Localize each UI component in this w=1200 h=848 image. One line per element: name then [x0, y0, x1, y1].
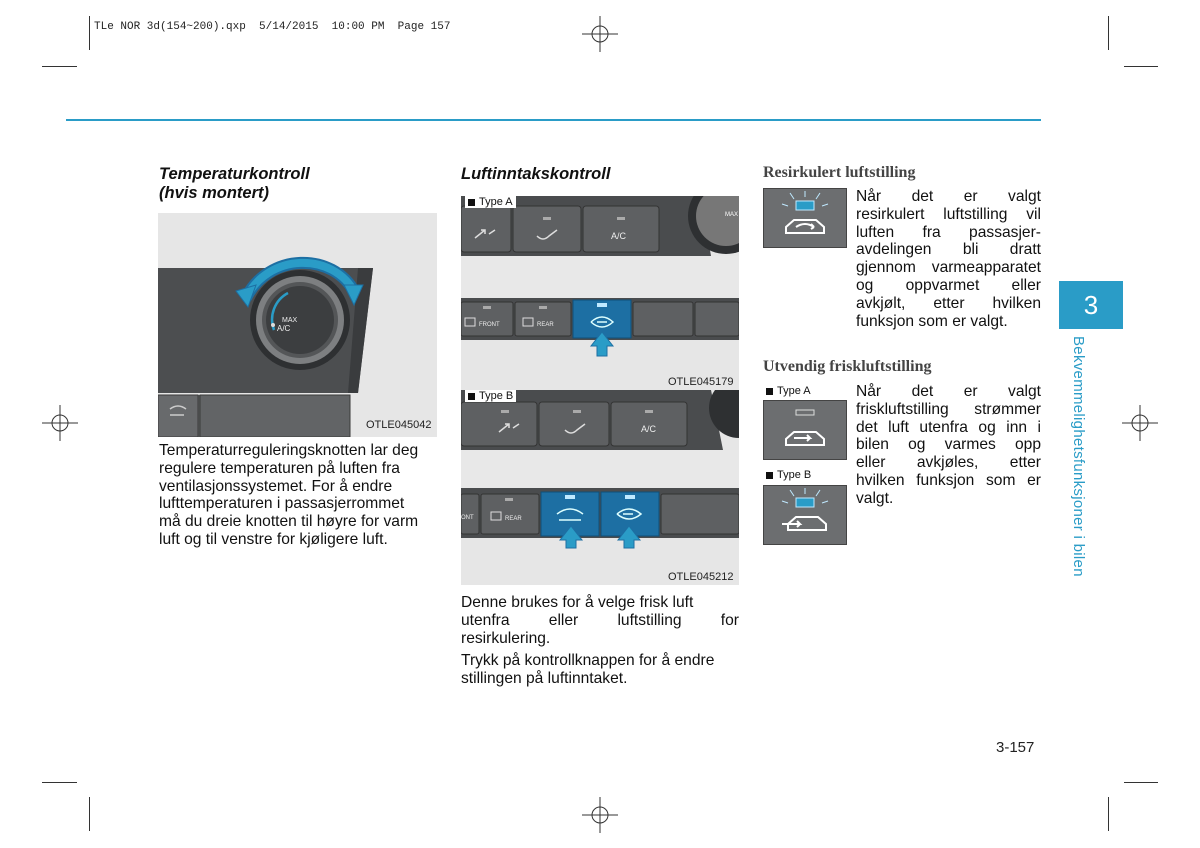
air-intake-type-b-image: [461, 390, 739, 585]
temperature-body: Temperaturreguleringsknotten lar deg regulere temperaturen på luften fra ventilasjonssystemet. For å endre lufttemperaturen i passasjerrommet må du dreie knotten til høyre for varm luft og til venstre for kjøligere luft.: [159, 442, 419, 548]
crop-mark-bl-h: [42, 782, 77, 783]
crop-mark-tr-h: [1124, 66, 1158, 67]
type-a-front-text: FRONT: [479, 322, 500, 328]
image-code-type-a: OTLE045179: [668, 376, 734, 388]
registration-mark-left: [42, 405, 78, 441]
recirc-car-icon: [786, 220, 824, 233]
fresh-type-b-tag: Type B: [766, 469, 811, 481]
page-number: 3-157: [996, 739, 1035, 756]
type-b-rear-text: REAR: [505, 516, 522, 522]
type-a-ac-text: A/C: [611, 231, 627, 241]
registration-mark-right: [1122, 405, 1158, 441]
image-code-temperature: OTLE045042: [366, 419, 432, 431]
air-intake-para-1: Denne brukes for å velge frisk luft utenfra eller luftstilling for resirkulering.: [461, 594, 739, 647]
type-a-tag: Type A: [465, 196, 516, 208]
print-header: TLe NOR 3d(154~200).qxp 5/14/2015 10:00 PM Page 157: [94, 21, 451, 33]
type-b-tag: Type B: [465, 390, 516, 402]
recirc-heading: Resirkulert luftstilling: [763, 164, 916, 181]
fresh-type-a-tag: Type A: [766, 385, 811, 397]
fresh-heading: Utvendig friskluftstilling: [763, 358, 932, 375]
temperature-heading: Temperaturkontroll (hvis montert): [159, 165, 310, 202]
image-code-type-b: OTLE045212: [668, 571, 734, 583]
top-rule: [66, 119, 1041, 121]
type-a-max-text: MAX: [725, 212, 739, 218]
crop-mark-tl-h: [42, 66, 77, 67]
temperature-dial-image: [158, 213, 437, 437]
recirc-glow-icon: [782, 191, 828, 210]
fresh-b-glow-icon: [782, 488, 828, 507]
crop-mark-tr-v: [1108, 16, 1109, 50]
crop-mark-tl-v: [89, 16, 90, 50]
dial-max-label: MAX: [282, 317, 298, 324]
air-intake-heading: Luftinntakskontroll: [461, 165, 611, 183]
fresh-type-b-icon-card: [763, 485, 847, 545]
fresh-body: Når det er valgt friskluftstilling strømmer det luft utenfra og inn i bilen og varmes opp eller avkjøles, etter hvilken funksjon som er valgt.: [856, 383, 1041, 507]
type-b-ac-text: A/C: [641, 424, 657, 434]
air-intake-para-2: Trykk på kontrollknappen for å endre stillingen på luftinntaket.: [461, 652, 715, 687]
type-b-front-text: ONT: [461, 515, 474, 521]
crop-mark-br-h: [1124, 782, 1158, 783]
chapter-title-vertical: Bekvemmelighetsfunksjoner i bilen: [1070, 336, 1087, 577]
chapter-number-tab: 3: [1059, 281, 1123, 329]
fresh-a-car-icon: [786, 432, 824, 445]
fresh-b-car-icon: [782, 517, 826, 530]
registration-mark-bottom: [582, 797, 618, 833]
dial-ac-label: A/C: [277, 324, 291, 333]
crop-mark-br-v: [1108, 797, 1109, 831]
recirc-body: Når det er valgt resirkulert luftstilling vil luften fra passasjer- avdelingen bli dratt gjennom varmeapparatet og oppvarmet eller avkjølt, etter hvilken funksjon som er valgt.: [856, 188, 1041, 330]
registration-mark-top: [582, 16, 618, 52]
type-a-rear-text: REAR: [537, 322, 554, 328]
air-intake-type-a-image: [461, 196, 739, 391]
recirc-icon-card: [763, 188, 847, 248]
crop-mark-bl-v: [89, 797, 90, 831]
fresh-a-indicator-icon: [796, 410, 814, 415]
fresh-type-a-icon-card: [763, 400, 847, 460]
